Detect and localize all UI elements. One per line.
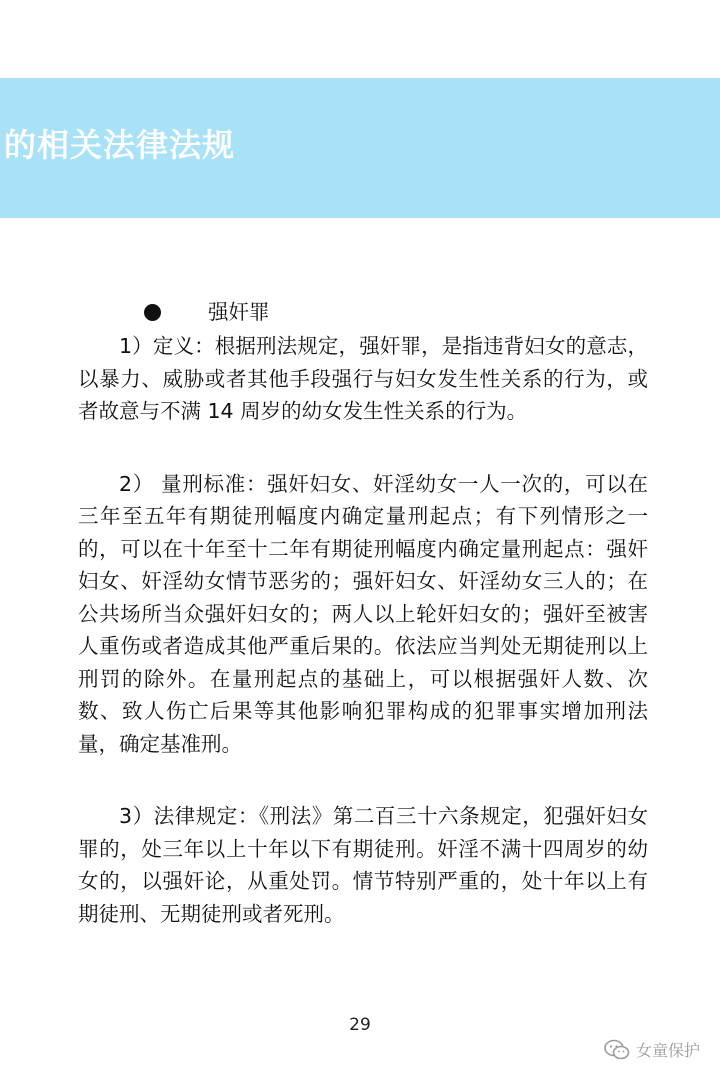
content-area xyxy=(78,296,648,930)
watermark xyxy=(604,1038,700,1061)
watermark-text: 女童保护 xyxy=(635,1041,700,1060)
section-heading-text: 强奸罪 xyxy=(208,300,270,324)
wechat-icon xyxy=(604,1039,630,1061)
page-number: 29 xyxy=(349,1015,371,1035)
paragraph-definition: 1）定义：根据刑法规定，强奸罪，是指违背妇女的意志，以暴力、威胁或者其他手段强行与妇女发生性关系的行为，或者故意与不满 14 周岁的幼女发生性关系的行为。 xyxy=(78,334,648,423)
header-banner xyxy=(0,78,720,218)
banner-title: 的相关法律法规 xyxy=(4,126,236,164)
bullet-icon xyxy=(144,304,161,321)
paragraph-sentencing-standard: 2） 量刑标准：强奸妇女、奸淫幼女一人一次的，可以在三年至五年有期徒刑幅度内确定量刑起点；有下列情形之一的，可以在十年至十二年有期徒刑幅度内确定量刑起点：强奸妇女、奸淫幼女情节恶劣的；强奸妇女、奸淫幼女三人的；在公共场所当众强奸妇女的；两人以上轮奸妇女的；强奸至被害人重伤或者造成其他严重后果的。依法应当判处无期徒刑以上刑罚的除外。在量刑起点的基础上，可以根据强奸人数、次数、致人伤亡后果等其他影响犯罪构成的犯罪事实增加刑法量，确定基准刑。 xyxy=(78,471,648,756)
section-heading xyxy=(144,296,648,330)
paragraph-legal-provision: 3）法律规定：《刑法》第二百三十六条规定，犯强奸妇女罪的，处三年以上十年以下有期徒刑。奸淫不满十四周岁的幼女的，以强奸论，从重处罚。情节特别严重的，处十年以上有期徒刑、无期徒刑或者死刑。 xyxy=(78,804,648,926)
